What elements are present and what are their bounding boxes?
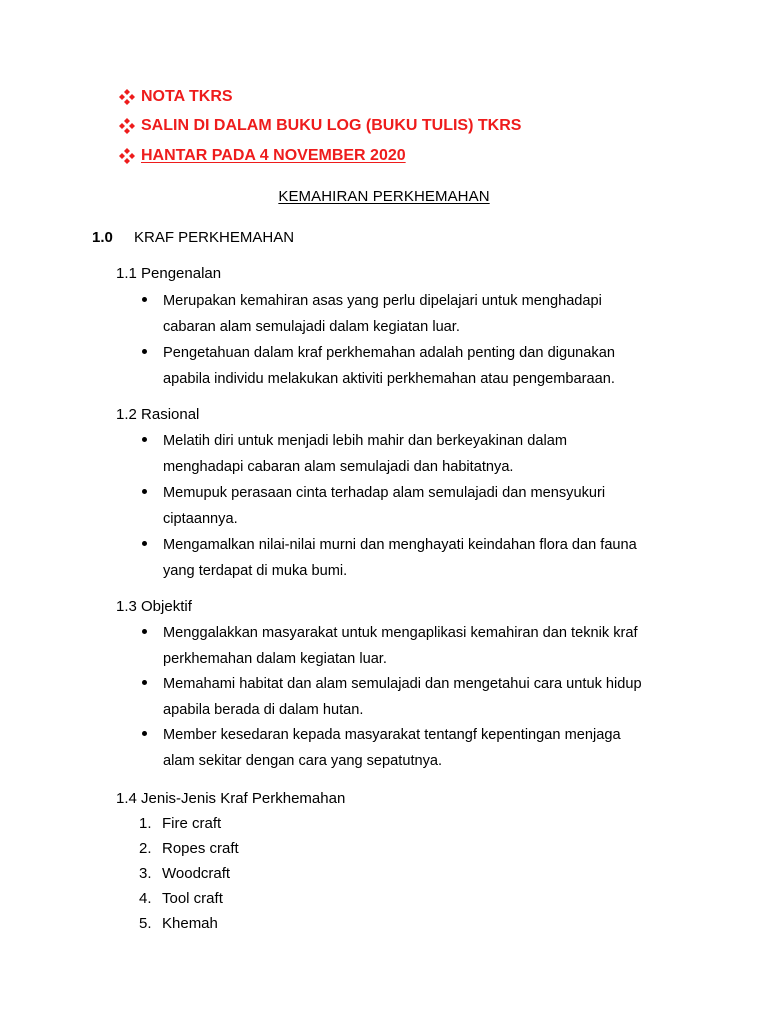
list-item-text: Woodcraft: [162, 865, 231, 882]
list-item-text: Tool craft: [162, 890, 223, 907]
bullet-line: Memupuk perasaan cinta terhadap alam semulajadi dan mensyukuri: [163, 485, 606, 501]
list-item: [139, 840, 239, 860]
bullet-line: menghadapi cabaran alam semulajadi dan habitatnya.: [163, 459, 514, 475]
list-item: [139, 915, 218, 935]
subsection-heading: 1.4 Jenis-Jenis Kraf Perkhemahan: [116, 790, 346, 807]
list-item: [139, 890, 223, 910]
note-item: [118, 86, 233, 108]
bullet-line: alam sekitar dengan cara yang sepatutnya.: [163, 753, 443, 769]
note-item: [118, 115, 521, 137]
subsection-heading: 1.3 Objektif: [116, 598, 192, 615]
bullet-line: apabila individu melakukan aktiviti perkhemahan atau pengembaraan.: [163, 371, 615, 387]
bullet-line: Memahami habitat dan alam semulajadi dan mengetahui cara untuk hidup: [163, 676, 642, 692]
bullet-line: Melatih diri untuk menjadi lebih mahir dan berkeyakinan dalam: [163, 433, 567, 449]
list-item-text: Khemah: [162, 915, 218, 932]
bullet-item: [163, 288, 683, 340]
bullet-item: [163, 620, 683, 672]
list-item-number: 1.: [139, 815, 152, 832]
list-item-text: Fire craft: [162, 815, 222, 832]
subsection-heading: 1.2 Rasional: [116, 406, 200, 423]
section-title: KRAF PERKHEMAHAN: [134, 229, 295, 246]
bullet-line: ciptaannya.: [163, 511, 238, 527]
bullet-item: [163, 340, 683, 392]
list-item-number: 4.: [139, 890, 152, 907]
list-item: [139, 865, 230, 885]
section-number: 1.0: [92, 229, 113, 246]
bullet-dot-icon: [142, 437, 147, 442]
note-text: SALIN DI DALAM BUKU LOG (BUKU TULIS) TKRS: [141, 117, 522, 134]
bullet-line: perkhemahan dalam kegiatan luar.: [163, 651, 387, 667]
bullet-item: [163, 532, 683, 584]
list-item: [139, 815, 221, 835]
bullet-dot-icon: [142, 349, 147, 354]
bullet-item: [163, 480, 683, 532]
bullet-dot-icon: [142, 297, 147, 302]
bullet-item: [163, 428, 683, 480]
bullet-line: Pengetahuan dalam kraf perkhemahan adalah penting dan digunakan: [163, 345, 615, 361]
bullet-line: Merupakan kemahiran asas yang perlu dipelajari untuk menghadapi: [163, 293, 602, 309]
diamond-bullet-icon: [118, 147, 136, 165]
list-item-number: 2.: [139, 840, 152, 857]
bullet-dot-icon: [142, 489, 147, 494]
list-item-text: Ropes craft: [162, 840, 239, 857]
bullet-dot-icon: [142, 731, 147, 736]
bullet-dot-icon: [142, 541, 147, 546]
list-item-number: 3.: [139, 865, 152, 882]
diamond-bullet-icon: [118, 117, 136, 135]
bullet-dot-icon: [142, 680, 147, 685]
note-item: [118, 145, 406, 167]
bullet-line: Member kesedaran kepada masyarakat tentangf kepentingan menjaga: [163, 727, 621, 743]
bullet-line: Mengamalkan nilai-nilai murni dan menghayati keindahan flora dan fauna: [163, 537, 637, 553]
subsection-heading: 1.1 Pengenalan: [116, 265, 222, 282]
diamond-bullet-icon: [118, 88, 136, 106]
section-heading: [92, 229, 294, 246]
bullet-line: apabila berada di dalam hutan.: [163, 702, 364, 718]
list-item-number: 5.: [139, 915, 152, 932]
note-text: NOTA TKRS: [141, 88, 233, 105]
bullet-item: [163, 671, 683, 723]
document-title: KEMAHIRAN PERKHEMAHAN: [278, 188, 490, 205]
bullet-line: yang terdapat di muka bumi.: [163, 563, 348, 579]
bullet-line: Menggalakkan masyarakat untuk mengaplikasi kemahiran dan teknik kraf: [163, 625, 638, 641]
note-text: HANTAR PADA 4 NOVEMBER 2020: [141, 147, 406, 164]
bullet-dot-icon: [142, 629, 147, 634]
bullet-line: cabaran alam semulajadi dalam kegiatan luar.: [163, 319, 460, 335]
bullet-item: [163, 722, 683, 774]
